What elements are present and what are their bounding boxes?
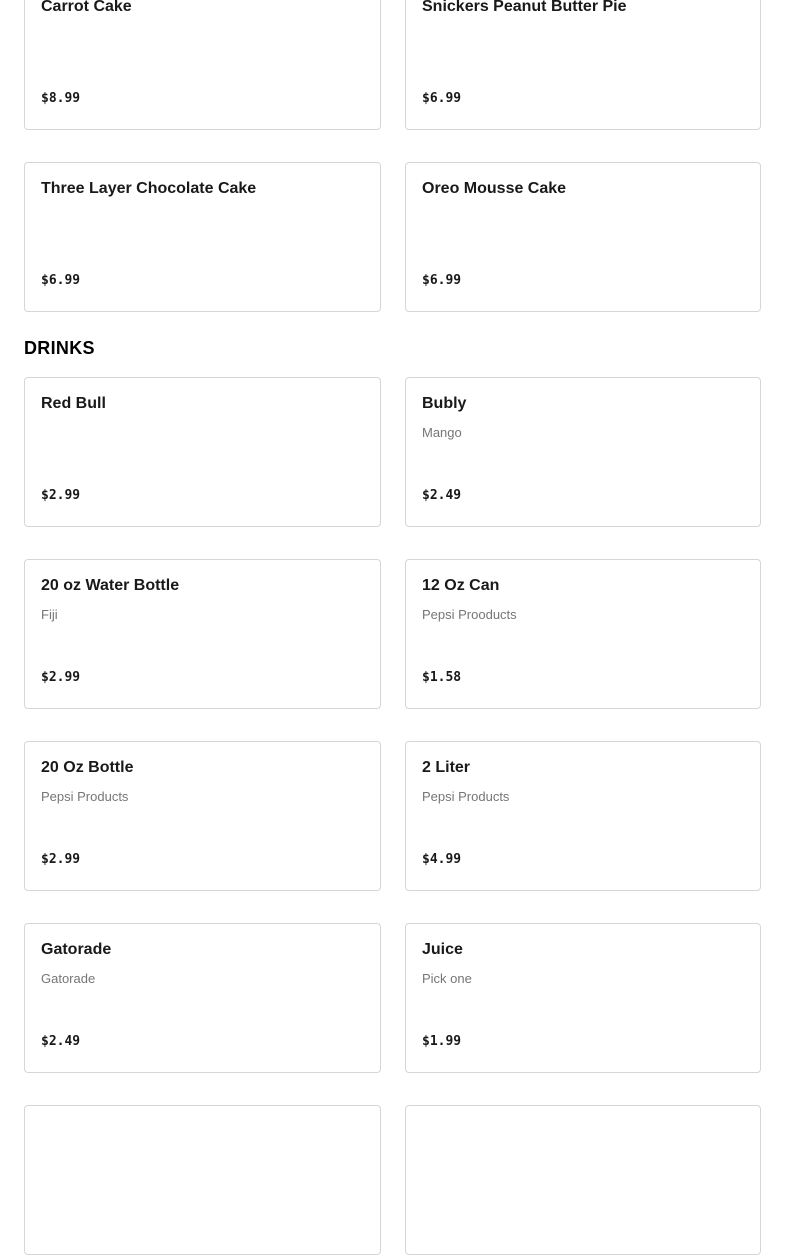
item-name: Juice (422, 941, 463, 958)
item-price: $2.49 (422, 488, 462, 503)
menu-item-card[interactable] (405, 1105, 761, 1255)
item-name: 12 Oz Can (422, 577, 500, 594)
drinks-grid (24, 377, 761, 1255)
item-description: Pepsi Products (41, 789, 129, 804)
item-name: Bubly (422, 395, 467, 412)
item-description: Fiji (41, 607, 58, 622)
menu-item-card[interactable] (24, 923, 381, 1073)
item-price: $6.99 (422, 273, 462, 288)
item-price: $2.99 (41, 852, 81, 867)
menu-item-card[interactable] (24, 559, 381, 709)
item-description: Gatorade (41, 971, 96, 986)
menu-item-card[interactable] (405, 559, 761, 709)
item-description: Pepsi Prooducts (422, 607, 517, 622)
item-name: Oreo Mousse Cake (422, 180, 567, 197)
item-price: $2.99 (41, 670, 81, 685)
menu-item-card[interactable] (24, 162, 381, 312)
menu-item-card[interactable] (24, 377, 381, 527)
item-name: Carrot Cake (41, 0, 132, 15)
menu-item-card[interactable] (405, 377, 761, 527)
item-price: $6.99 (422, 91, 462, 106)
item-name: 20 Oz Bottle (41, 759, 134, 776)
item-price: $1.58 (422, 670, 462, 685)
menu-item-card[interactable] (405, 741, 761, 891)
menu-item-card[interactable] (24, 1105, 381, 1255)
menu-item-card[interactable] (24, 741, 381, 891)
item-price: $2.49 (41, 1034, 81, 1049)
item-description: Pick one (422, 971, 472, 986)
item-price: $2.99 (41, 488, 81, 503)
menu-item-card[interactable] (405, 162, 761, 312)
item-price: $8.99 (41, 91, 81, 106)
menu-item-card[interactable] (405, 0, 761, 130)
section-title-drinks: DRINKS (24, 338, 95, 358)
item-description: Mango (422, 425, 462, 440)
item-name: Red Bull (41, 395, 106, 412)
item-name: 2 Liter (422, 759, 471, 776)
item-price: $1.99 (422, 1034, 462, 1049)
menu-item-card[interactable] (24, 0, 381, 130)
item-name: 20 oz Water Bottle (41, 577, 180, 594)
item-price: $4.99 (422, 852, 462, 867)
menu-item-card[interactable] (405, 923, 761, 1073)
desserts-grid (24, 0, 761, 312)
item-price: $6.99 (41, 273, 81, 288)
item-name: Three Layer Chocolate Cake (41, 180, 257, 197)
item-name: Snickers Peanut Butter Pie (422, 0, 627, 15)
item-name: Gatorade (41, 941, 112, 958)
item-description: Pepsi Products (422, 789, 510, 804)
